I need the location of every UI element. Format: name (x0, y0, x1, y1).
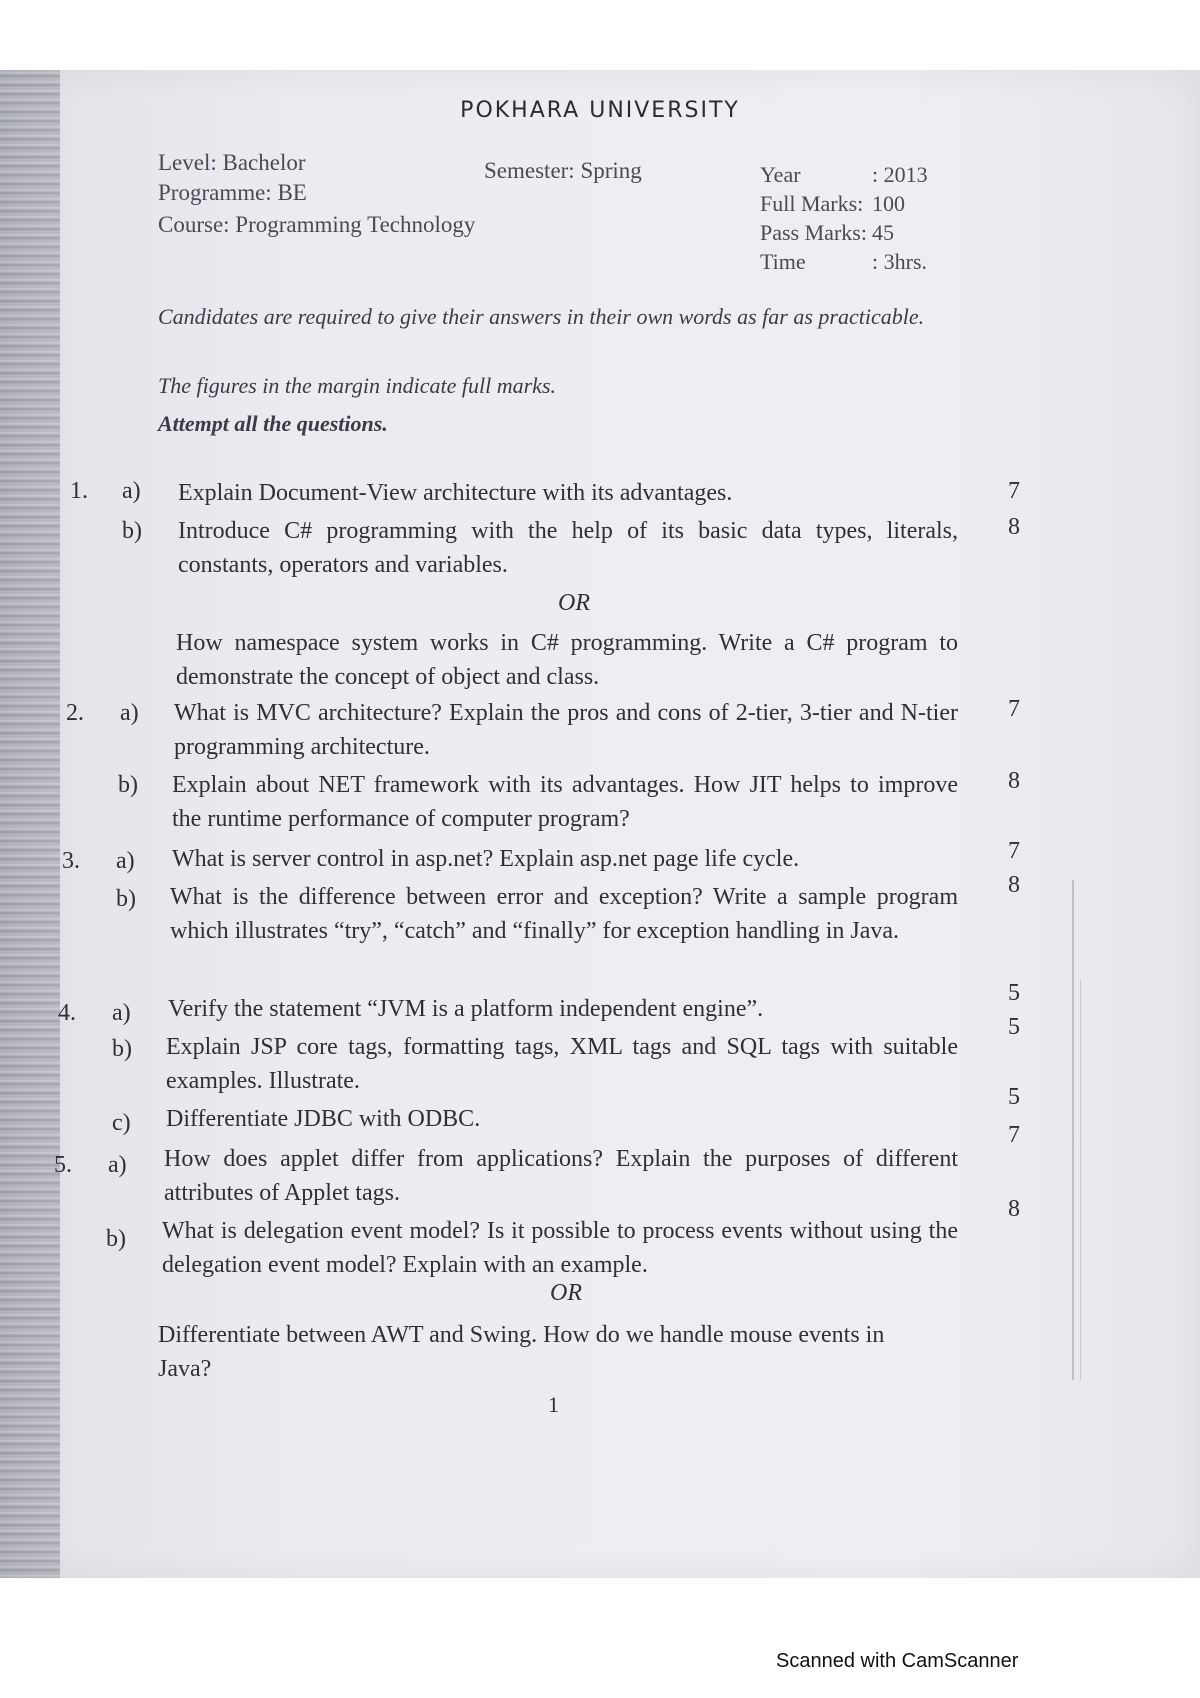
margin-line-secondary (1080, 980, 1081, 1380)
question-2b-marks: 8 (1008, 768, 1020, 794)
question-4a-marks: 5 (1008, 980, 1020, 1006)
question-5b-letter: b) (106, 1226, 126, 1252)
question-1a-text: Explain Document-View architecture with its advantages. (178, 480, 733, 506)
pass-marks-value: 45 (872, 220, 894, 245)
year-value: : 2013 (872, 162, 928, 187)
semester-text: Semester: Spring (484, 158, 642, 183)
question-2a-letter: a) (120, 700, 139, 726)
time-value: : 3hrs. (872, 249, 927, 274)
question-4c-marks: 5 (1008, 1084, 1020, 1110)
question-2-number: 2. (66, 700, 84, 726)
question-1-or-text: How namespace system works in C# programming. Write a C# program to demonstrate the concept of object and class. (176, 630, 958, 690)
year-row (760, 160, 928, 189)
question-4c-letter: c) (112, 1110, 131, 1136)
course-text: Course: Programming Technology (158, 212, 476, 237)
question-2a-text: What is MVC architecture? Explain the pros and cons of 2-tier, 3-tier and N-tier programming architecture. (174, 700, 958, 760)
question-3b-marks: 8 (1008, 872, 1020, 898)
question-2b-text: Explain about NET framework with its advantages. How JIT helps to improve the runtime performance of computer program? (172, 772, 958, 832)
question-1b-marks: 8 (1008, 514, 1020, 540)
question-5b-marks: 8 (1008, 1196, 1020, 1222)
full-marks-row (760, 189, 928, 218)
question-2b-letter: b) (118, 772, 138, 798)
question-1a-marks: 7 (1008, 478, 1020, 504)
page-binding-edge (0, 70, 60, 1578)
question-5-or-text: Differentiate between AWT and Swing. How do we handle mouse events in Java? (158, 1322, 885, 1382)
question-2a-marks: 7 (1008, 696, 1020, 722)
question-5-number: 5. (54, 1152, 72, 1178)
question-4b-text: Explain JSP core tags, formatting tags, XML tags and SQL tags with suitable examples. Illustrate. (166, 1034, 958, 1094)
question-3b-text: What is the difference between error and exception? Write a sample program which illustrates “try”, “catch” and “finally” for exception handling in Java. (170, 884, 958, 944)
question-3a-marks: 7 (1008, 838, 1020, 864)
time-label: Time (760, 249, 806, 274)
scanner-watermark: Scanned with CamScanner (776, 1650, 1019, 1672)
question-5-or-label: OR (550, 1280, 582, 1306)
question-1-or-label: OR (558, 590, 590, 616)
question-1b-text: Introduce C# programming with the help of its basic data types, literals, constants, operators and variables. (178, 518, 958, 578)
question-4-number: 4. (58, 1000, 76, 1026)
page-number: 1 (548, 1392, 559, 1417)
question-5a-letter: a) (108, 1152, 127, 1178)
question-4a-text: Verify the statement “JVM is a platform independent engine”. (168, 996, 764, 1022)
exam-details (760, 160, 928, 276)
question-5a-text: How does applet differ from applications? Explain the purposes of different attributes of Applet tags. (164, 1146, 958, 1206)
instruction-margin-marks: The figures in the margin indicate full marks. (158, 373, 557, 398)
programme-text: Programme: BE (158, 180, 307, 205)
question-3a-text: What is server control in asp.net? Explain asp.net page life cycle. (172, 846, 800, 872)
full-marks-label: Full Marks: (760, 191, 864, 216)
question-1-number: 1. (70, 478, 88, 504)
instruction-own-words: Candidates are required to give their answers in their own words as far as practicable. (158, 304, 925, 329)
year-label: Year (760, 162, 801, 187)
question-3-number: 3. (62, 848, 80, 874)
question-3a-letter: a) (116, 848, 135, 874)
question-1a-letter: a) (122, 478, 141, 504)
question-4b-marks: 5 (1008, 1014, 1020, 1040)
question-5a-marks: 7 (1008, 1122, 1020, 1148)
question-5b-text: What is delegation event model? Is it possible to process events without using the delegation event model? Explain with an example. (162, 1218, 958, 1278)
time-row (760, 247, 928, 276)
question-4c-text: Differentiate JDBC with ODBC. (166, 1106, 481, 1132)
instruction-attempt-all: Attempt all the questions. (158, 411, 388, 436)
question-4a-letter: a) (112, 1000, 131, 1026)
question-1b-letter: b) (122, 518, 142, 544)
pass-marks-row (760, 218, 928, 247)
margin-line (1072, 880, 1074, 1380)
question-3b-letter: b) (116, 886, 136, 912)
question-4b-letter: b) (112, 1036, 132, 1062)
full-marks-value: 100 (872, 191, 905, 216)
level-text: Level: Bachelor (158, 150, 306, 175)
university-title: POKHARA UNIVERSITY (460, 98, 740, 123)
pass-marks-label: Pass Marks: (760, 220, 867, 245)
